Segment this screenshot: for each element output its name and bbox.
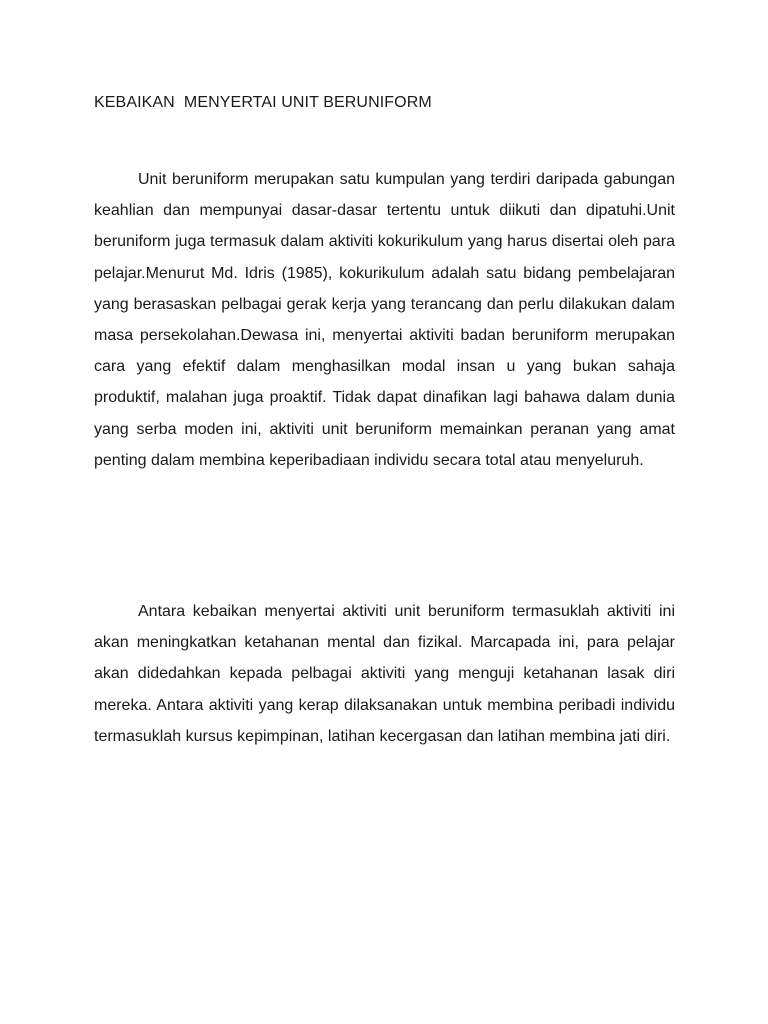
body-paragraph-1: Unit beruniform merupakan satu kumpulan yang terdiri daripada gabungan keahlian dan mempunyai dasar-dasar tertentu untuk diikuti dan dipatuhi.Unit beruniform juga termasuk dalam aktiviti kokurikulum yang harus disertai oleh para pelajar.Menurut Md. Idris (1985), kokurikulum adalah satu bidang pembelajaran yang berasaskan pelbagai gerak kerja yang terancang dan perlu dilakukan dalam masa persekolahan.Dewasa ini, menyertai aktiviti badan beruniform merupakan cara yang efektif dalam menghasilkan modal insan u yang bukan sahaja produktif, malahan juga proaktif. Tidak dapat dinafikan lagi bahawa dalam dunia yang serba moden ini, aktiviti unit beruniform memainkan peranan yang amat penting dalam membina keperibadiaan individu secara total atau menyeluruh.: [94, 171, 675, 469]
body-paragraph-2: Antara kebaikan menyertai aktiviti unit beruniform termasuklah aktiviti ini akan meningkatkan ketahanan mental dan fizikal. Marcapada ini, para pelajar akan didedahkan kepada pelbagai aktiviti yang menguji ketahanan lasak diri mereka. Antara aktiviti yang kerap dilaksanakan untuk membina peribadi individu termasuklah kursus kepimpinan, latihan kecergasan dan latihan membina jati diri.: [94, 603, 675, 745]
document-title: KEBAIKAN MENYERTAI UNIT BERUNIFORM: [94, 94, 432, 111]
